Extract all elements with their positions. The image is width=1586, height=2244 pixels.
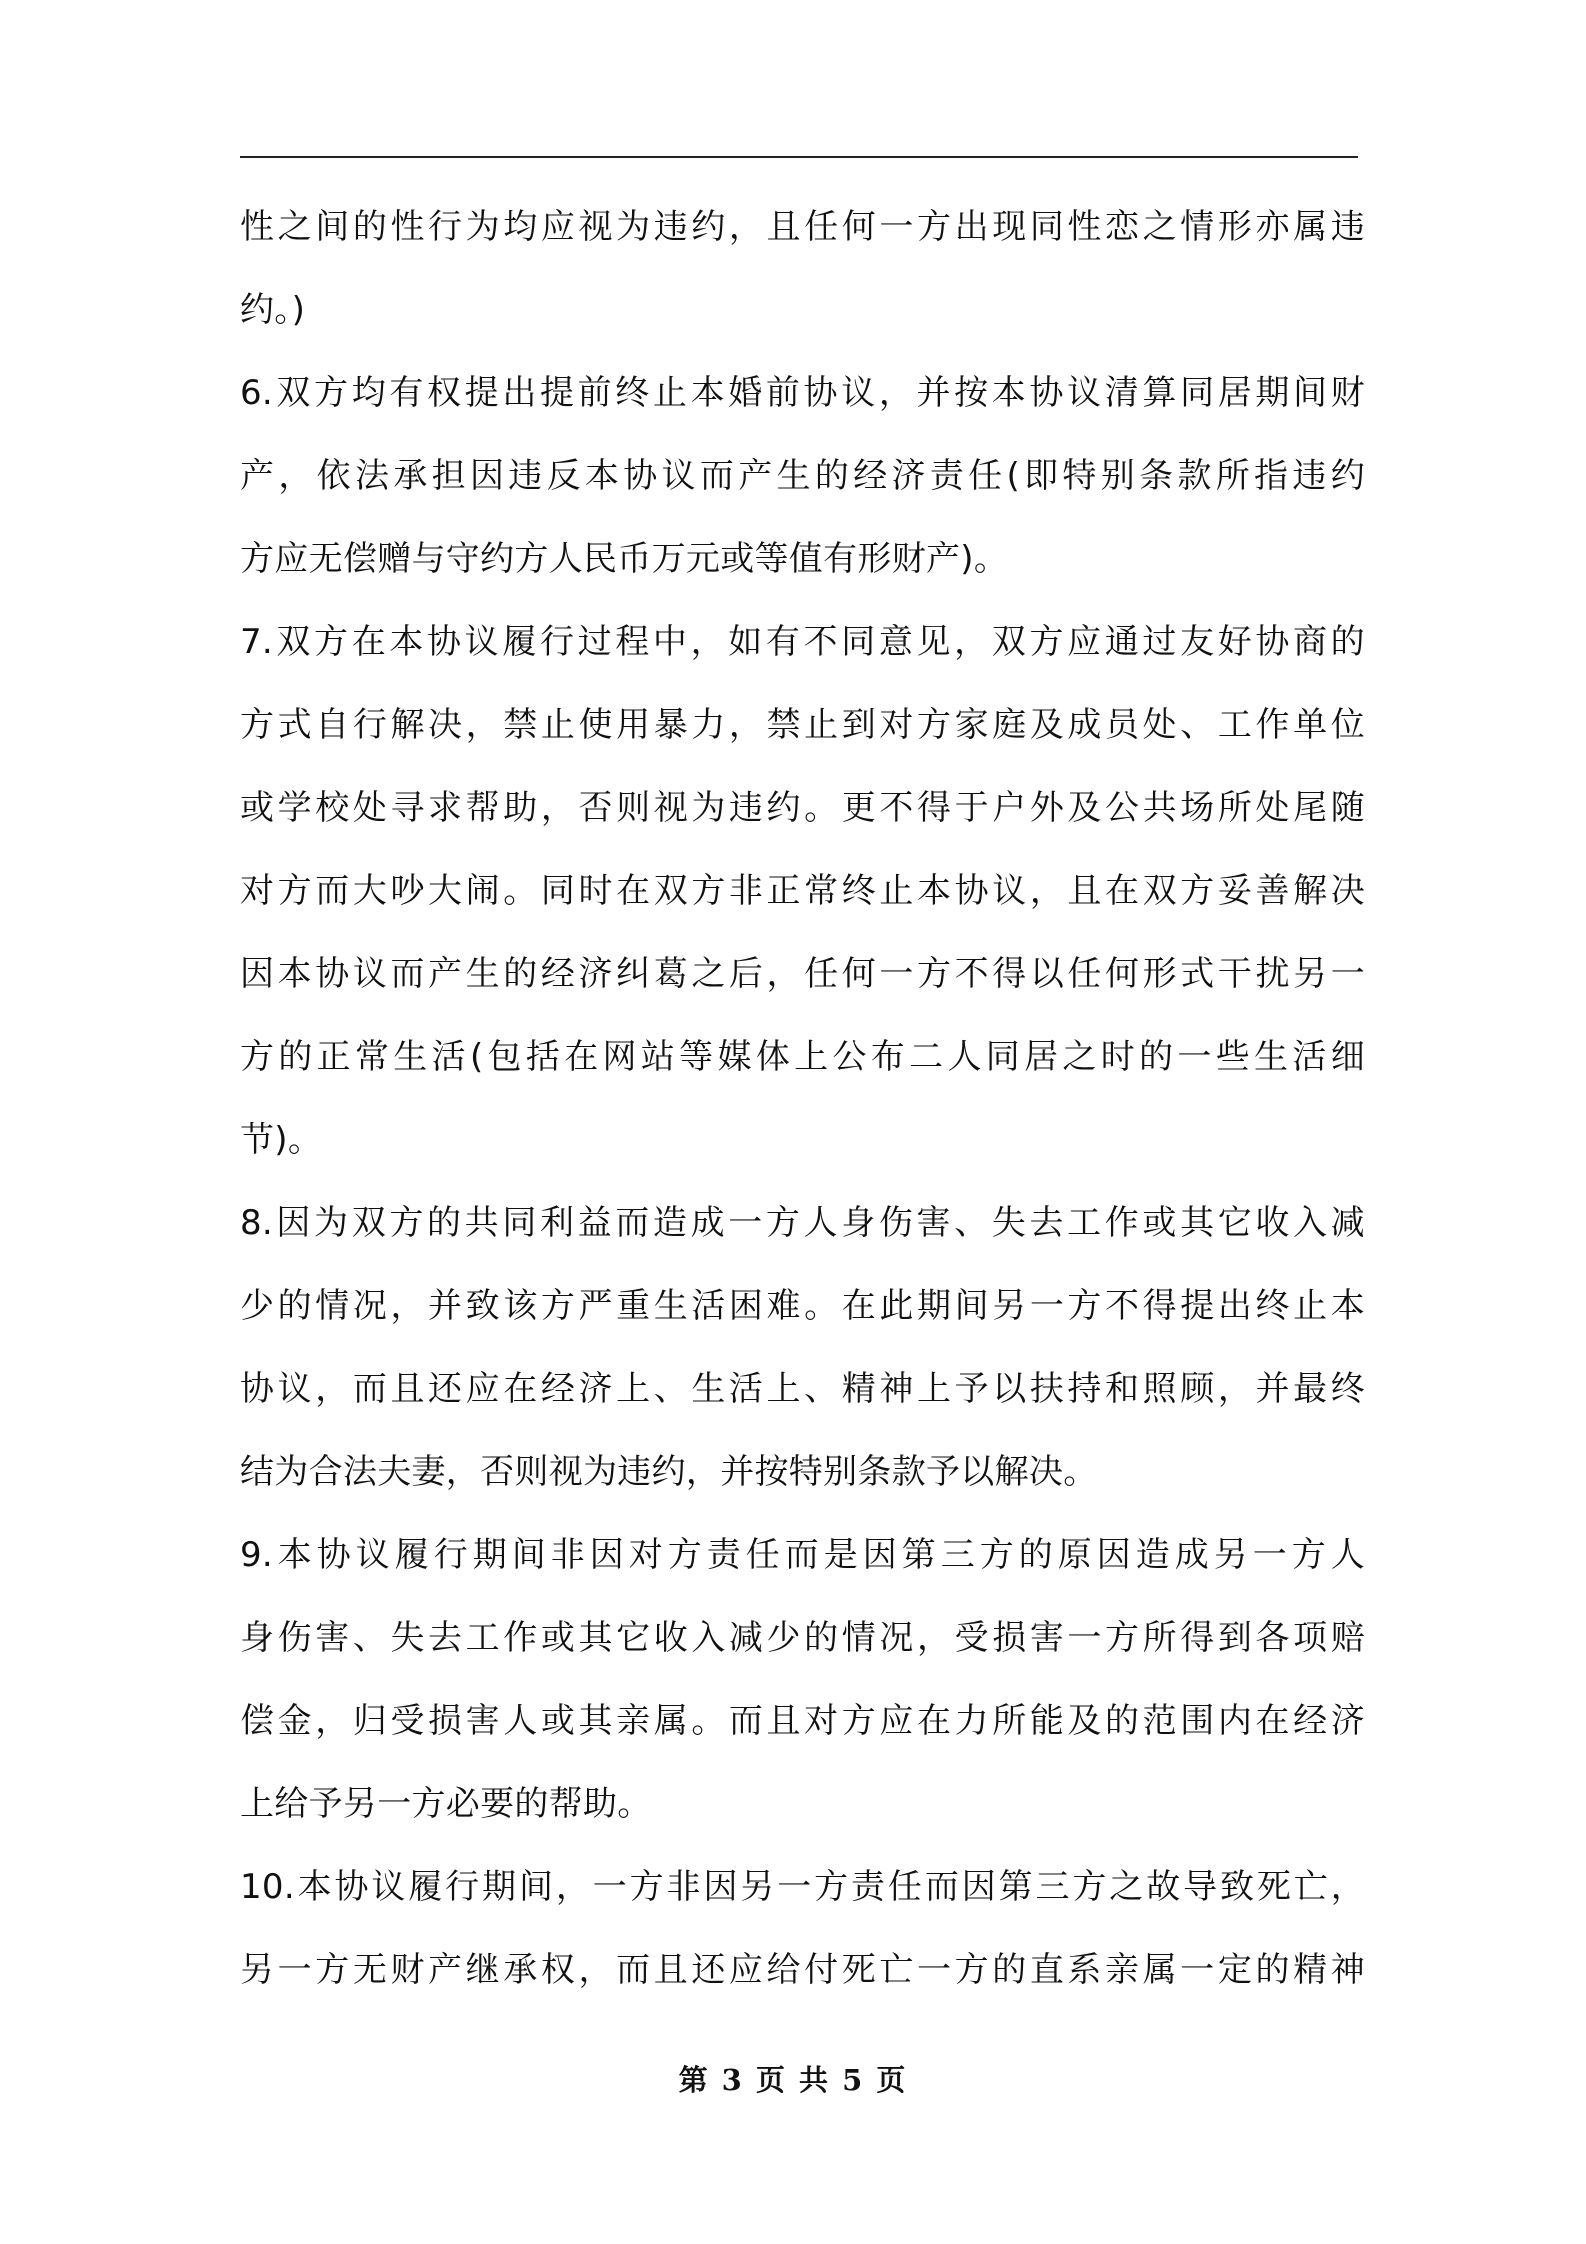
text-line: 上给予另一方必要的帮助。 [240, 1784, 652, 1824]
text-line: 6.双方均有权提出提前终止本婚前协议，并按本协议清算同居期间财 [240, 373, 1365, 413]
text-line: 方应无偿赠与守约方人民币万元或等值有形财产)。 [240, 539, 1009, 579]
text-line: 方式自行解决，禁止使用暴力，禁止到对方家庭及成员处、工作单位 [240, 705, 1365, 745]
text-line: 节)。 [240, 1120, 323, 1160]
text-line: 协议，而且还应在经济上、生活上、精神上予以扶持和照顾，并最终 [240, 1369, 1365, 1409]
text-line: 10.本协议履行期间，一方非因另一方责任而因第三方之故导致死亡， [240, 1867, 1365, 1907]
text-line: 7.双方在本协议履行过程中，如有不同意见，双方应通过友好协商的 [240, 622, 1365, 662]
text-line: 或学校处寻求帮助，否则视为违约。更不得于户外及公共场所处尾随 [240, 788, 1365, 828]
text-line: 约。) [240, 290, 306, 330]
text-line: 9.本协议履行期间非因对方责任而是因第三方的原因造成另一方人 [240, 1535, 1365, 1575]
text-line: 另一方无财产继承权，而且还应给付死亡一方的直系亲属一定的精神 [240, 1950, 1365, 1990]
document-body [240, 186, 1365, 2012]
text-line: 因本协议而产生的经济纠葛之后，任何一方不得以任何形式干扰另一 [240, 954, 1365, 994]
text-line: 产，依法承担因违反本协议而产生的经济责任(即特别条款所指违约 [240, 456, 1365, 496]
page-number: 第 3 页 共 5 页 [678, 2063, 908, 2097]
text-line: 对方而大吵大闹。同时在双方非正常终止本协议，且在双方妥善解决 [240, 871, 1365, 911]
text-line: 偿金，归受损害人或其亲属。而且对方应在力所能及的范围内在经济 [240, 1701, 1365, 1741]
text-line: 性之间的性行为均应视为违约，且任何一方出现同性恋之情形亦属违 [240, 207, 1365, 247]
text-line: 少的情况，并致该方严重生活困难。在此期间另一方不得提出终止本 [240, 1286, 1365, 1326]
text-line: 身伤害、失去工作或其它收入减少的情况，受损害一方所得到各项赔 [240, 1618, 1365, 1658]
text-line: 结为合法夫妻，否则视为违约，并按特别条款予以解决。 [240, 1452, 1098, 1492]
text-line: 方的正常生活(包括在网站等媒体上公布二人同居之时的一些生活细 [240, 1037, 1365, 1077]
text-line: 8.因为双方的共同利益而造成一方人身伤害、失去工作或其它收入减 [240, 1203, 1365, 1243]
header-rule [240, 156, 1358, 158]
